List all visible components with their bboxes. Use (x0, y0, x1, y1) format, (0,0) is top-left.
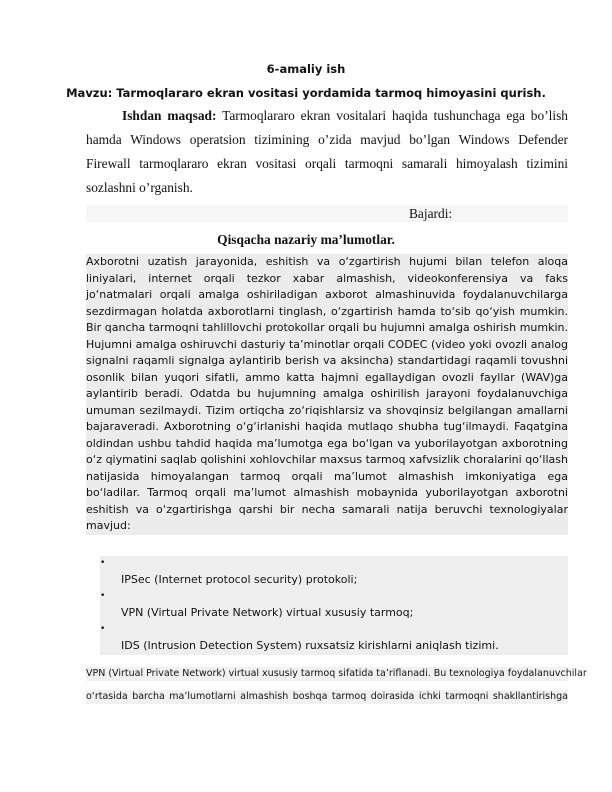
bullet-icon: • (100, 558, 106, 568)
section-subheading: Qisqacha nazariy ma’lumotlar. (217, 232, 395, 247)
aim-section (86, 104, 568, 200)
bullet-icon: • (100, 591, 106, 601)
list-item (100, 589, 568, 622)
technology-list (100, 556, 568, 655)
aim-text: Tarmoqlararo ekran vositalari haqida tushunchaga ega bo’lish hamda Windows operatsion tizimining o’zida mavjud bo’lgan Windows Defender Firewall tarmoqlararo ekran vositasi orqali tarmoqni samarali himoyalash tizimini sozlashni o’rganish. (86, 108, 569, 195)
bajardi-label: Bajardi: (409, 206, 453, 221)
aim-paragraph (86, 104, 568, 200)
aim-label: Ishdan maqsad: (122, 108, 217, 123)
vpn-paragraph-line-2: o‘rtasida barcha ma’lumotlarni almashish boshqa tarmoq doirasida ichki tarmoqni shakllantirishga (86, 691, 568, 702)
list-item-text: IDS (Intrusion Detection System) ruxsatsiz kirishlarni aniqlash tizimi. (121, 639, 499, 652)
bullet-icon: • (100, 624, 106, 634)
list-item (100, 622, 568, 655)
vpn-paragraph-line-1: VPN (Virtual Private Network) virtual xususiy tarmoq sifatida ta’riflanadi. Bu texnologiya foydalanuvchilar (86, 668, 587, 679)
document-topic: Mavzu: Tarmoqlararo ekran vositasi yordamida tarmoq himoyasini qurish. (66, 86, 546, 100)
theory-paragraph: Axborotni uzatish jarayonida, eshitish va o‘zgartirish hujumi bilan telefon aloqa liniyalari, internet orqali tezkor xabar almashish, videokonferensiya va faks jo‘natmalari orqali amalga oshiriladigan axborot almashinuvida foydalanuvchilarga sezdirmagan holatda axborotlarni tinglash, o‘zgartirish hamda to‘sib qo‘yish mumkin. Bir qancha tarmoqni tahlillovchi protokollar orqali bu hujumni amalga oshirish mumkin. Hujumni amalga oshiruvchi dasturiy ta’minotlar orqali CODEC (video yoki ovozli analog signalni raqamli signalga aylantirib berish va aksincha) standartidagi raqamli tovushni osonlik bilan yuqori sifatli, ammo katta hajmni egallaydigan ovozli fayllar (WAV)ga aylantirib beradi. Odatda bu hujumning amalga oshirilish jarayoni foydalanuvchiga umuman sezilmaydi. Tizim ortiqcha zo‘riqishlarsiz va shovqinsiz belgilangan amallarni bajaraveradi. Axborotning o‘g‘irlanishi haqida mutlaqo shubha tug‘ilmaydi. Faqatgina oldindan ushbu tahdid haqida ma’lumotga ega bo‘lgan va yuborilayotgan axborotning o‘z qiymatini saqlab qolishini xohlovchilar maxsus tarmoq xafvsizlik choralarini qo‘llash natijasida himoyalangan tarmoq orqali ma’lumot almashish imkoniyatiga ega bo‘ladilar. Tarmoq orqali ma’lumot almashish mobaynida yuborilayotgan axborotni eshitish va o‘zgartirishga qarshi bir necha samarali natija beruvchi texnologiyalar mavjud: (86, 254, 568, 535)
bajardi-line (86, 205, 568, 222)
list-item-text: IPSec (Internet protocol security) protokoli; (121, 573, 358, 586)
list-item-text: VPN (Virtual Private Network) virtual xususiy tarmoq; (121, 606, 414, 619)
document-title: 6-amaliy ish (266, 62, 346, 76)
list-item (100, 556, 568, 589)
